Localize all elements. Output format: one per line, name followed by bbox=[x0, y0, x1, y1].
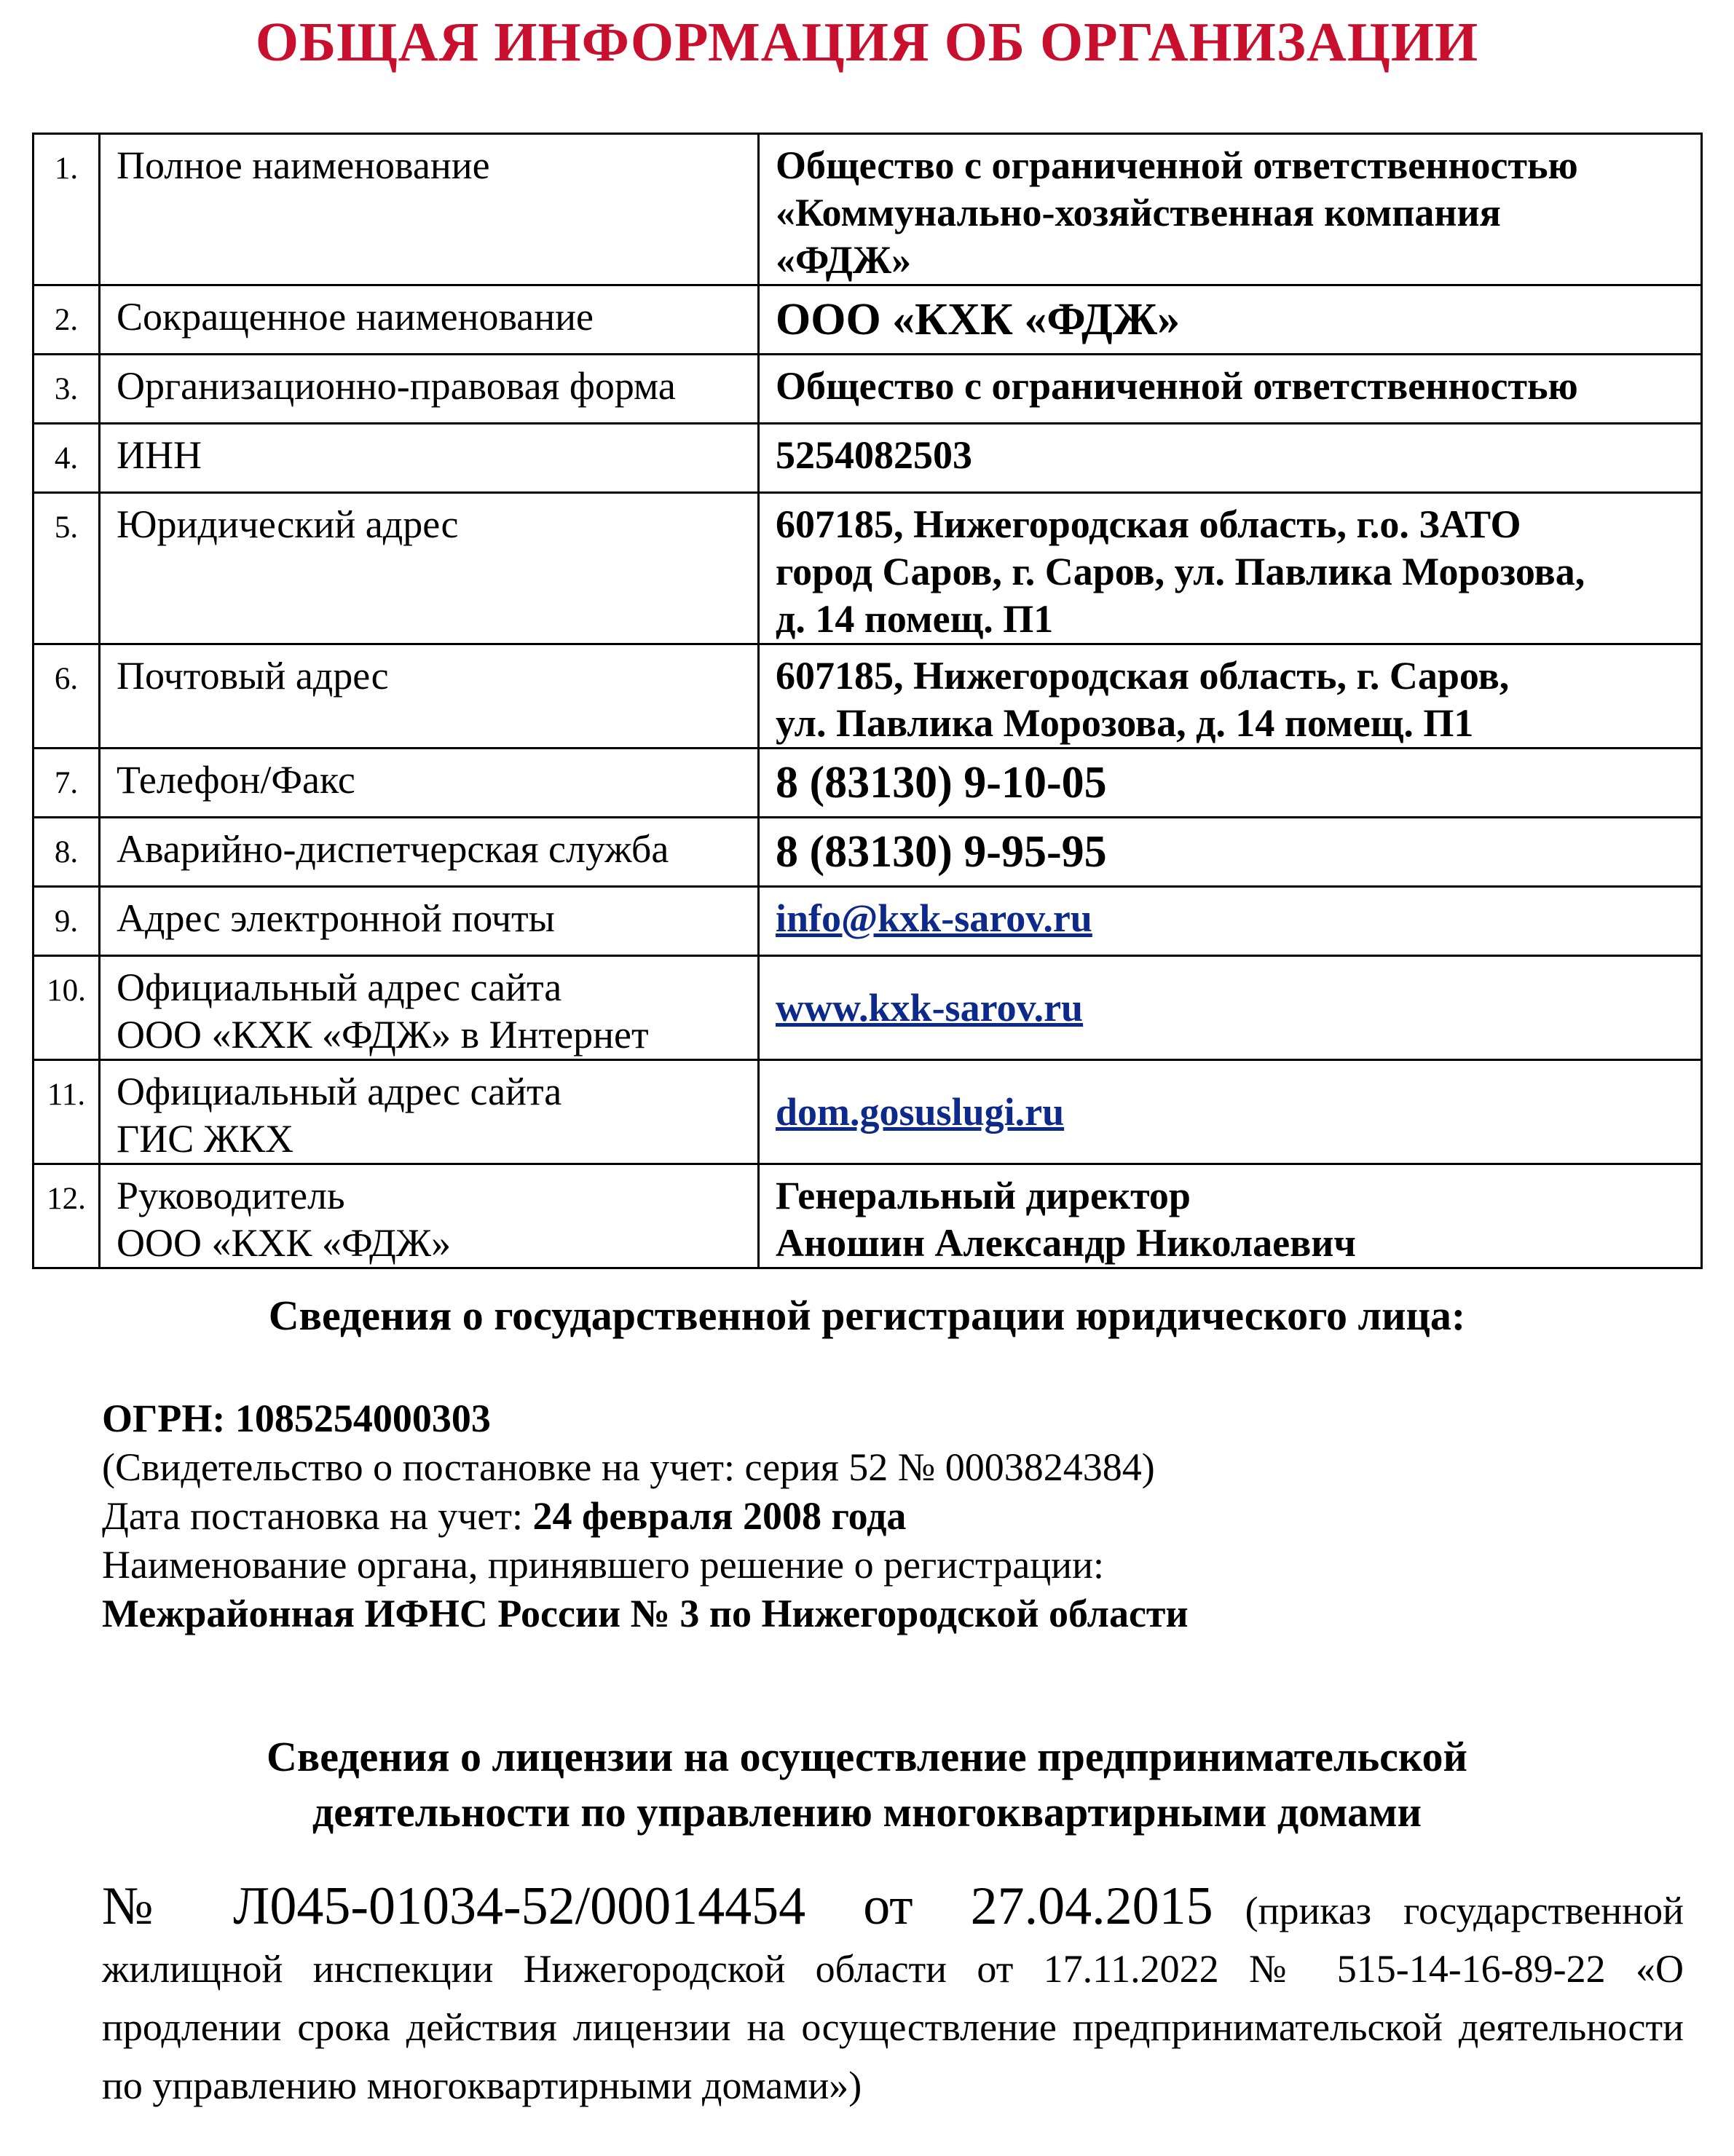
inn-value: 5254082503 bbox=[759, 424, 1702, 493]
row-label: Организационно-правовая форма bbox=[100, 355, 759, 424]
row-number: 10. bbox=[34, 956, 100, 1060]
row-number: 11. bbox=[34, 1060, 100, 1164]
table-row bbox=[34, 355, 1702, 424]
table-row bbox=[34, 887, 1702, 956]
row-label: Почтовый адрес bbox=[100, 644, 759, 749]
organization-info-table bbox=[32, 133, 1703, 1269]
license-details bbox=[102, 1877, 1684, 2114]
table-row bbox=[34, 749, 1702, 818]
phone-value: 8 (83130) 9-10-05 bbox=[759, 749, 1702, 818]
row-number: 12. bbox=[34, 1164, 100, 1268]
full-name-value: Общество с ограниченной ответственностью «Коммунально-хозяйственная компания «ФДЖ» bbox=[759, 134, 1702, 285]
table-row bbox=[34, 818, 1702, 887]
certificate-info: (Свидетельство о постановке на учет: серия 52 № 0003824384) bbox=[102, 1445, 1155, 1489]
row-label: Сокращенное наименование bbox=[100, 285, 759, 355]
row-label: Телефон/Факс bbox=[100, 749, 759, 818]
table-row bbox=[34, 285, 1702, 355]
authority-label: Наименование органа, принявшего решение о регистрации: bbox=[102, 1543, 1104, 1587]
row-label: Адрес электронной почты bbox=[100, 887, 759, 956]
emergency-phone-value: 8 (83130) 9-95-95 bbox=[759, 818, 1702, 887]
row-number: 3. bbox=[34, 355, 100, 424]
row-number: 7. bbox=[34, 749, 100, 818]
row-number: 5. bbox=[34, 493, 100, 644]
website-link[interactable]: www.kxk-sarov.ru bbox=[776, 985, 1084, 1030]
table-row bbox=[34, 493, 1702, 644]
row-number: 9. bbox=[34, 887, 100, 956]
row-number: 6. bbox=[34, 644, 100, 749]
license-heading-line2: деятельности по управлению многоквартирными домами bbox=[312, 1788, 1422, 1836]
gis-zhkh-link[interactable]: dom.gosuslugi.ru bbox=[776, 1089, 1065, 1134]
email-link[interactable]: info@kxk-sarov.ru bbox=[776, 896, 1092, 940]
registration-heading: Сведения о государственной регистрации юридического лица: bbox=[268, 1292, 1466, 1339]
authority-value: Межрайонная ИФНС России № 3 по Нижегородской области bbox=[102, 1592, 1189, 1635]
row-label: Официальный адрес сайта ГИС ЖКХ bbox=[100, 1060, 759, 1164]
row-number: 1. bbox=[34, 134, 100, 285]
table-row bbox=[34, 1164, 1702, 1268]
registration-date-value: 24 февраля 2008 года bbox=[532, 1494, 907, 1538]
row-label: ИНН bbox=[100, 424, 759, 493]
table-row bbox=[34, 1060, 1702, 1164]
row-number: 4. bbox=[34, 424, 100, 493]
table-row bbox=[34, 424, 1702, 493]
page-title: ОБЩАЯ ИНФОРМАЦИЯ ОБ ОРГАНИЗАЦИИ bbox=[255, 12, 1479, 73]
director-value: Генеральный директор Аношин Александр Николаевич bbox=[759, 1164, 1702, 1268]
row-number: 8. bbox=[34, 818, 100, 887]
short-name-value: ООО «КХК «ФДЖ» bbox=[759, 285, 1702, 355]
license-order-text: (приказ государственной жилищной инспекции Нижегородской области от 17.11.2022 № 515-14-16-89-22 «О продлении срока действия лицензии на осуществление предпринимательской деятельности по управлению многоквартирными домами») bbox=[102, 1889, 1684, 2107]
license-heading-line1: Сведения о лицензии на осуществление предпринимательской bbox=[267, 1733, 1467, 1780]
license-number: № Л045-01034-52/00014454 от 27.04.2015 bbox=[102, 1876, 1213, 1936]
row-label: Официальный адрес сайта ООО «КХК «ФДЖ» в Интернет bbox=[100, 956, 759, 1060]
row-label: Юридический адрес bbox=[100, 493, 759, 644]
row-label: Руководитель ООО «КХК «ФДЖ» bbox=[100, 1164, 759, 1268]
row-number: 2. bbox=[34, 285, 100, 355]
registration-date-line bbox=[102, 1492, 1660, 1541]
registration-details bbox=[102, 1394, 1660, 1638]
table-row bbox=[34, 644, 1702, 749]
ogrn: ОГРН: 1085254000303 bbox=[102, 1397, 491, 1440]
table-row bbox=[34, 134, 1702, 285]
row-label: Аварийно-диспетчерская служба bbox=[100, 818, 759, 887]
registration-date-label: Дата постановка на учет: bbox=[102, 1494, 533, 1538]
row-label: Полное наименование bbox=[100, 134, 759, 285]
legal-form-value: Общество с ограниченной ответственностью bbox=[759, 355, 1702, 424]
legal-address-value: 607185, Нижегородская область, г.о. ЗАТО город Саров, г. Саров, ул. Павлика Морозова, д. 14 помещ. П1 bbox=[759, 493, 1702, 644]
table-row bbox=[34, 956, 1702, 1060]
postal-address-value: 607185, Нижегородская область, г. Саров, ул. Павлика Морозова, д. 14 помещ. П1 bbox=[759, 644, 1702, 749]
